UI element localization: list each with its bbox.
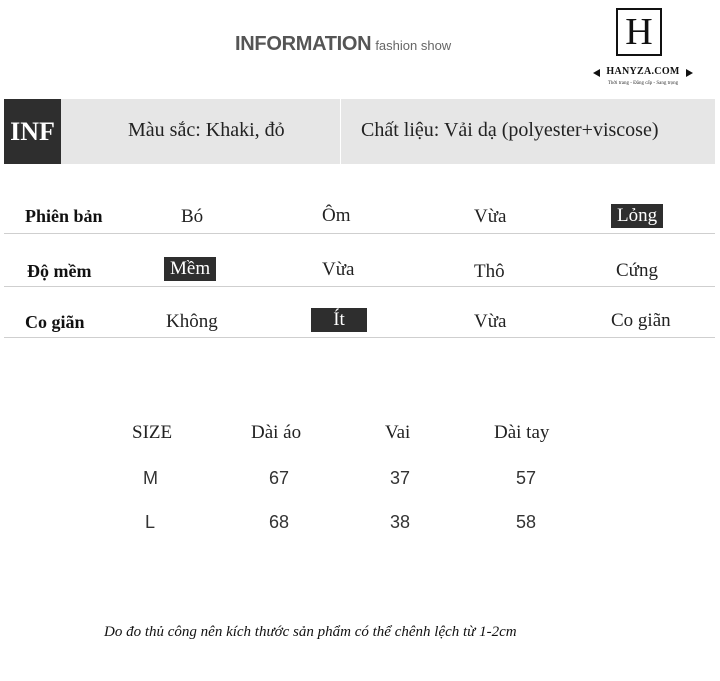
attr-option: Cứng bbox=[616, 260, 658, 281]
size-header: Vai bbox=[385, 422, 411, 443]
attr-option: Thô bbox=[474, 261, 505, 282]
color-info: Màu sắc: Khaki, đỏ bbox=[128, 119, 285, 141]
size-cell: 68 bbox=[269, 512, 290, 532]
attr-option: Bó bbox=[181, 206, 204, 227]
title-sub: fashion show bbox=[375, 38, 452, 53]
size-cell: 37 bbox=[390, 468, 411, 488]
measurement-note: Do đo thủ công nên kích thước sản phẩm có thể chênh lệch từ 1-2cm bbox=[104, 624, 517, 640]
attr-option: Vừa bbox=[474, 206, 507, 227]
attr-option: Vừa bbox=[474, 311, 507, 332]
size-cell: 38 bbox=[390, 512, 411, 532]
attr-option-selected: Mềm bbox=[164, 257, 216, 281]
row-divider bbox=[4, 337, 715, 338]
size-cell: 57 bbox=[516, 468, 537, 488]
logo-tagline: Thời trang - Đẳng cấp - Sang trọng bbox=[607, 81, 679, 86]
attr-option: Co giãn bbox=[611, 310, 671, 331]
size-cell: 67 bbox=[269, 468, 290, 488]
info-divider bbox=[340, 99, 341, 164]
size-header: SIZE bbox=[132, 422, 173, 443]
attr-option: Vừa bbox=[322, 259, 355, 280]
attr-label-version: Phiên bản bbox=[25, 206, 103, 226]
size-header: Dài áo bbox=[251, 422, 302, 443]
logo-letter: H bbox=[625, 11, 653, 53]
brand-logo bbox=[593, 8, 693, 88]
attr-option: Ôm bbox=[322, 205, 351, 226]
size-cell: M bbox=[143, 468, 158, 488]
material-info: Chất liệu: Vải dạ (polyester+viscose) bbox=[361, 119, 659, 141]
size-header: Dài tay bbox=[494, 422, 550, 443]
attr-option: Không bbox=[166, 311, 218, 332]
page-title bbox=[235, 33, 451, 56]
size-cell: 58 bbox=[516, 512, 537, 532]
attr-option-selected: Lỏng bbox=[611, 204, 663, 228]
row-divider bbox=[4, 233, 715, 234]
logo-letter-box bbox=[616, 8, 662, 56]
title-main: INFORMATION bbox=[235, 33, 372, 55]
attr-option-selected: Ít bbox=[311, 308, 367, 332]
logo-name: HANYZA.COM bbox=[593, 66, 693, 77]
inf-badge: INF bbox=[4, 99, 61, 164]
attr-label-elasticity: Co giãn bbox=[25, 312, 85, 332]
attr-label-softness: Độ mềm bbox=[27, 261, 92, 281]
size-cell: L bbox=[145, 512, 156, 532]
row-divider bbox=[4, 286, 715, 287]
